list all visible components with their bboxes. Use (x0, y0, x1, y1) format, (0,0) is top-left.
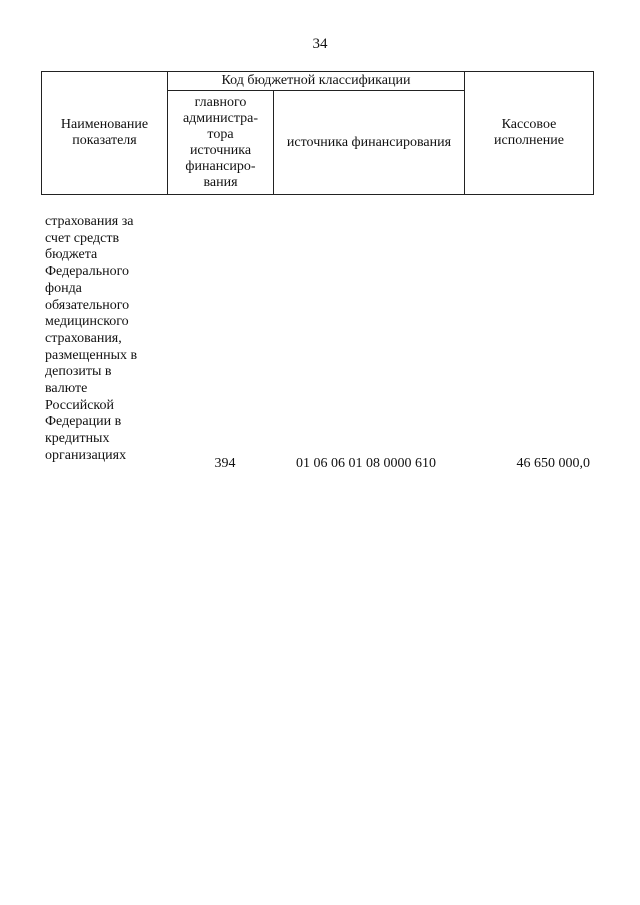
row-indicator-name: страхования за счет средств бюджета Федерального фонда обязательного медицинского страхования, размещенных в депозиты в валюте Российской Федерации в кредитных организациях (45, 214, 138, 463)
header-amount-column: Кассовое исполнение (465, 72, 594, 195)
row-source-code: 01 06 06 01 08 0000 610 (296, 456, 436, 471)
header-source-column: источника финансирования (274, 91, 465, 195)
header-code-group: Код бюджетной классификации (168, 72, 465, 91)
row-amount: 46 650 000,0 (516, 456, 590, 471)
header-name-column: Наименование показателя (42, 72, 168, 195)
header-admin-column: главного администра- тора источника финансиро- вания (168, 91, 274, 195)
table-header (41, 71, 594, 195)
page-number: 34 (312, 36, 328, 52)
row-admin-code: 394 (214, 456, 236, 471)
